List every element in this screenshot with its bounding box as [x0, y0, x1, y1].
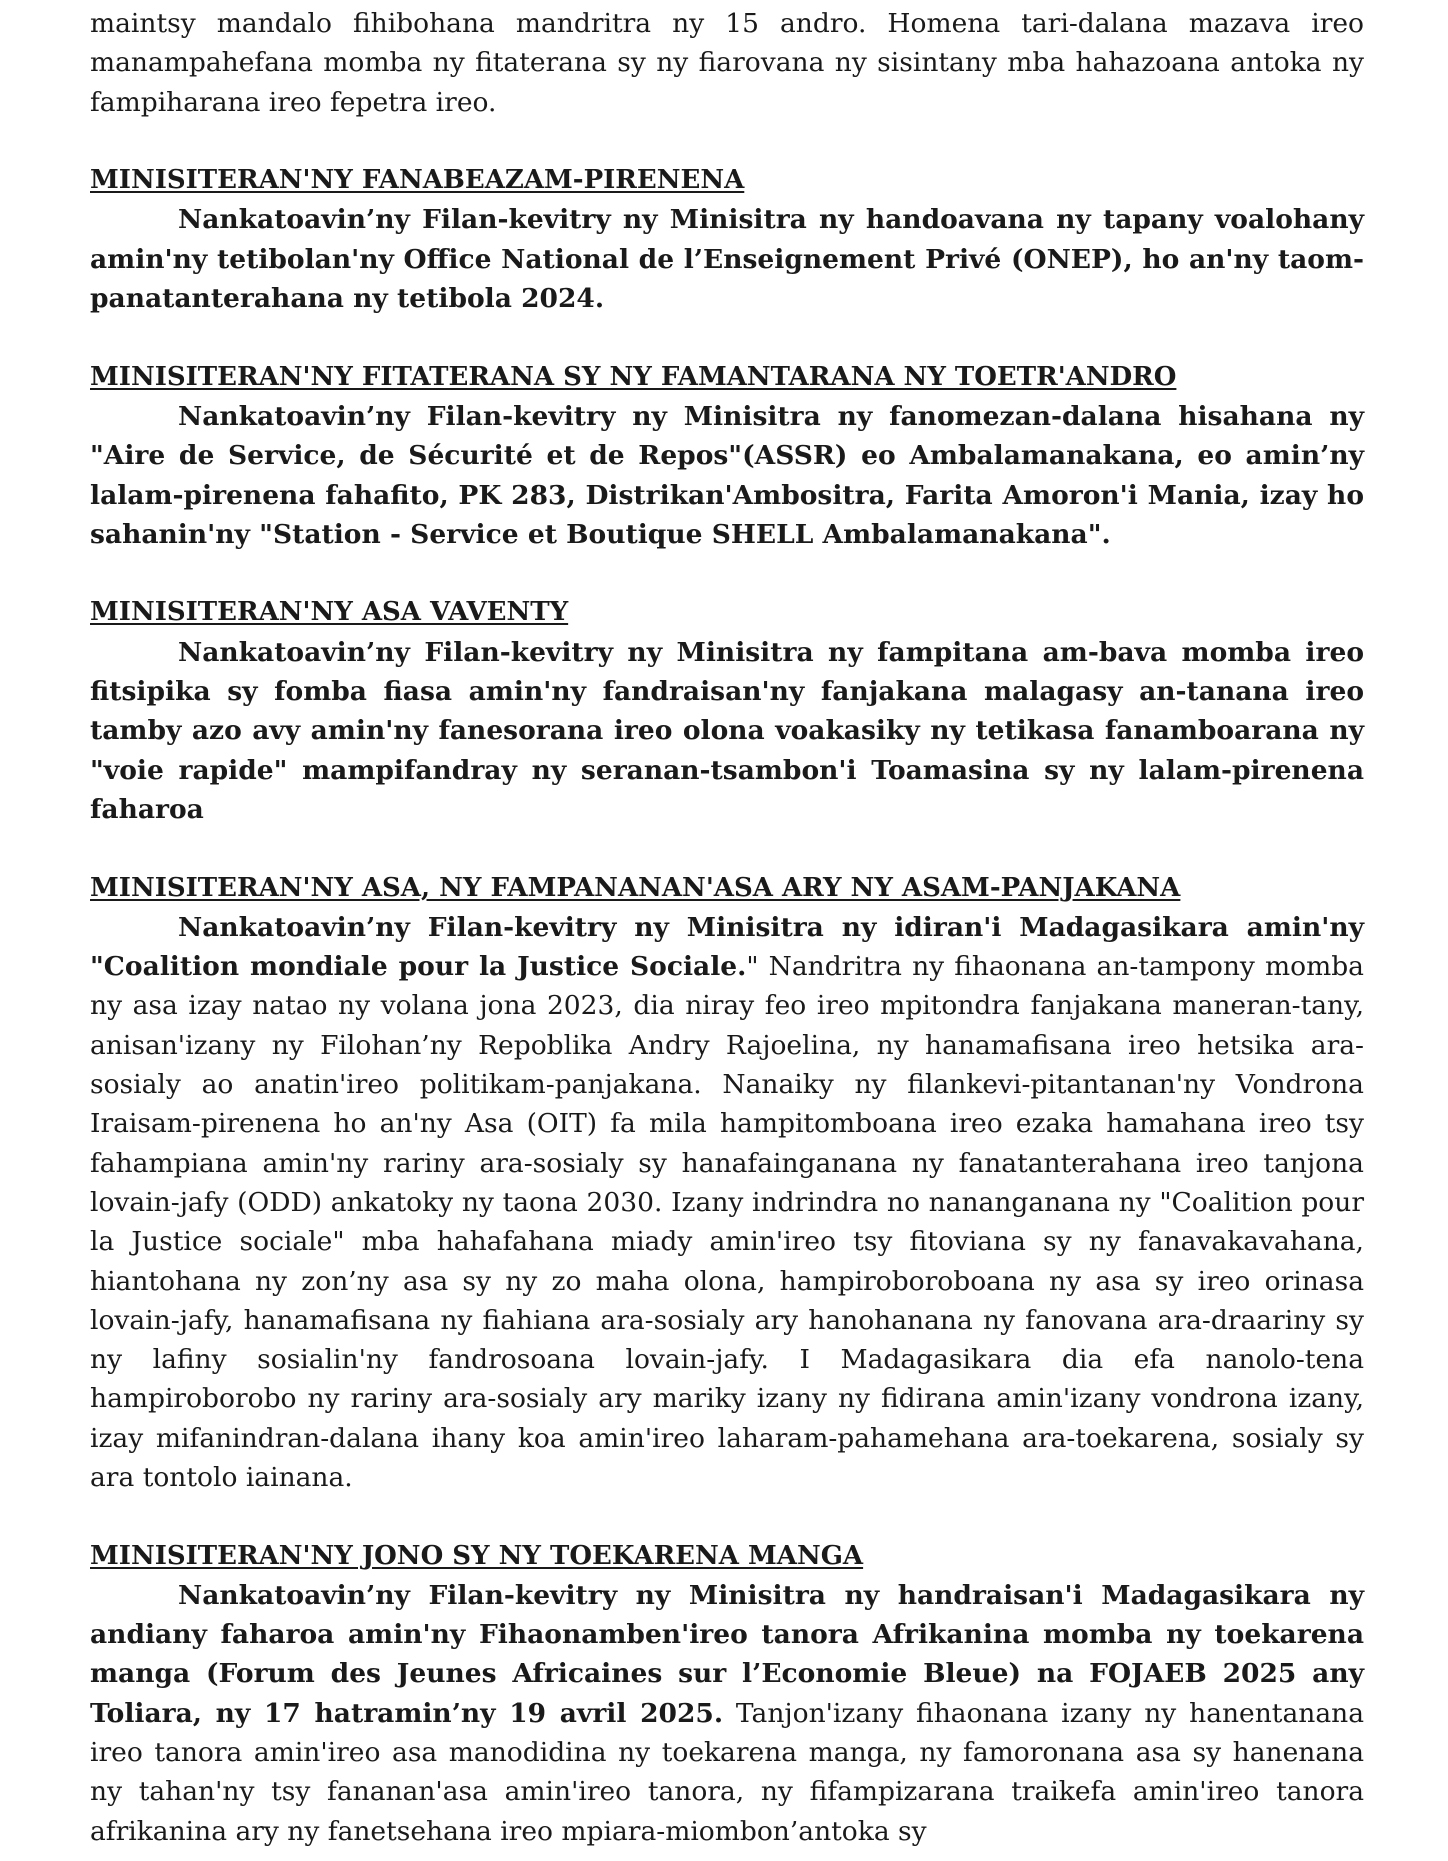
document-page [90, 4, 1364, 1851]
section-asa-fampananana [90, 869, 1364, 1498]
section-fanabeazam-pirenena [90, 161, 1364, 318]
decision-text: Nankatoavin’ny Filan-kevitry ny Minisitra ny fanomezan-dalana hisahana ny "Aire de Service, de Sécurité et de Repos"(ASSR) eo Ambalamanakana, eo amin’ny lalam-pirenena fahafito, PK 283, Distrikan'Ambositra, Farita Amoron'i Mania, izay ho sahanin'ny "Station - Service et Boutique SHELL Ambalamanakana". [90, 400, 1364, 550]
section-body [90, 200, 1364, 318]
decision-text: Nankatoavin’ny Filan-kevitry ny Minisitra ny fampitana am-bava momba ireo fitsipika sy fomba fiasa amin'ny fandraisan'ny fanjakana malagasy an-tanana ireo tamby azo avy amin'ny fanesorana ireo olona voakasiky ny tetikasa fanamboarana ny "voie rapide" mampifandray ny seranan-tsambon'i Toamasina sy ny lalam-pirenena faharoa [90, 636, 1364, 825]
section-asa-vaventy [90, 593, 1364, 829]
section-body [90, 633, 1364, 829]
section-heading: MINISITERAN'NY FITATERANA SY NY FAMANTARANA NY TOETR'ANDRO [90, 361, 1177, 392]
section-fitaterana [90, 358, 1364, 554]
section-body [90, 397, 1364, 554]
section-heading: MINISITERAN'NY ASA, NY FAMPANANAN'ASA ARY NY ASAM-PANJAKANA [90, 872, 1181, 903]
section-heading: MINISITERAN'NY FANABEAZAM-PIRENENA [90, 165, 745, 196]
section-body [90, 908, 1364, 1497]
explanation-text: Tanjon'izany fihaonana izany ny hanentanana ireo tanora amin'ireo asa manodidina ny toekarena manga, ny famoronana asa sy hanenana ny tahan'ny tsy fananan'asa amin'ireo tanora, ny fifampizarana traikefa amin'ireo tanora afrikanina ary ny fanetsehana ireo mpiara-miombon’antoka sy [90, 1697, 1364, 1847]
decision-text: Nankatoavin’ny Filan-kevitry ny Minisitra ny handoavana ny tapany voalohany amin'ny tetibolan'ny Office National de l’Enseignement Privé (ONEP), ho an'ny taom-panatanterahana ny tetibola 2024. [90, 204, 1364, 315]
decision-text: Nankatoavin’ny Filan-kevitry ny Minisitra ny idiran'i Madagasikara amin'ny "Coalition mondiale pour la Justice Sociale. [90, 911, 1364, 983]
section-jono [90, 1537, 1364, 1851]
explanation-text: " Nandritra ny fihaonana an-tampony momba ny asa izay natao ny volana jona 2023, dia niray feo ireo mpitondra fanjakana maneran-tany, anisan'izany ny Filohan’ny Repoblika Andry Rajoelina, ny hanamafisana ireo hetsika ara-sosialy ao anatin'ireo politikam-panjakana. Nanaiky ny filankevi-pitantanan'ny Vondrona Iraisam-pirenena ho an'ny Asa (OIT) fa mila hampitomboana ireo ezaka hamahana ireo tsy fahampiana amin'ny rariny ara-sosialy sy hanafainganana ny fanatanterahana ireo tanjona lovain-jafy (ODD) ankatoky ny taona 2030. Izany indrindra no nananganana ny "Coalition pour la Justice sociale" mba hahafahana miady amin'ireo tsy fitoviana sy ny fanavakavahana, hiantohana ny zon’ny asa sy ny zo maha olona, hampiroboroboana ny asa sy ireo orinasa lovain-jafy, hanamafisana ny fiahiana ara-sosialy ary hanohanana ny fanovana ara-draariny sy ny lafiny sosialin'ny fandrosoana lovain-jafy. I Madagasikara dia efa nanolo-tena hampiroborobo ny rariny ara-sosialy ary mariky izany ny fidirana amin'izany vondrona izany, izay mifanindran-dalana ihany koa amin'ireo laharam-pahamehana ara-toekarena, sosialy sy ara tontolo iainana. [90, 951, 1364, 1493]
section-heading: MINISITERAN'NY ASA VAVENTY [90, 597, 569, 628]
intro-paragraph: maintsy mandalo fihibohana mandritra ny 15 andro. Homena tari-dalana mazava ireo manampahefana momba ny fitaterana sy ny fiarovana ny sisintany mba hahazoana antoka ny fampiharana ireo fepetra ireo. [90, 8, 1364, 118]
section-body [90, 1576, 1364, 1851]
section-heading: MINISITERAN'NY JONO SY NY TOEKARENA MANGA [90, 1540, 864, 1571]
decision-text: Nankatoavin’ny Filan-kevitry ny Minisitra ny handraisan'i Madagasikara ny andiany faharoa amin'ny Fihaonamben'ireo tanora Afrikanina momba ny toekarena manga (Forum des Jeunes Africaines sur l’Economie Bleue) na FOJAEB 2025 any Toliara, ny 17 hatramin’ny 19 avril 2025. [90, 1579, 1364, 1729]
